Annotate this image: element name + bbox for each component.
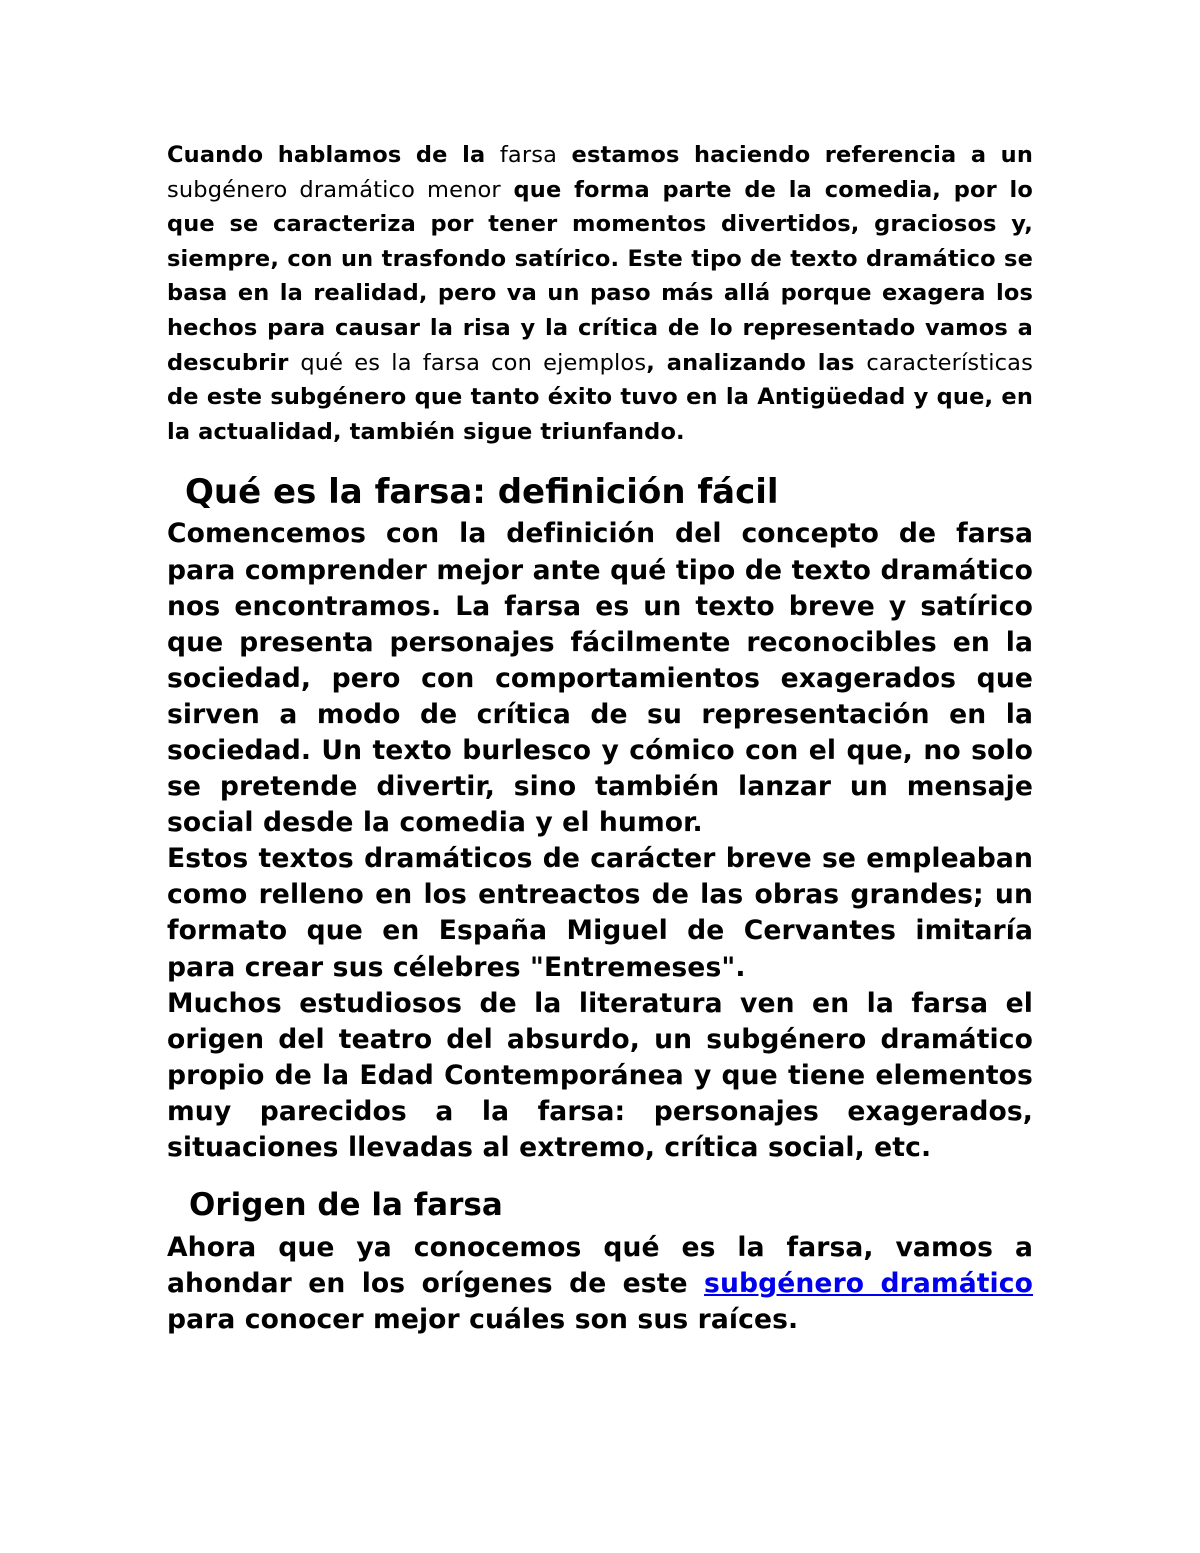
intro-term-caracteristicas: características: [866, 349, 1033, 376]
origin-text-after: para conocer mejor cuáles son sus raíces.: [167, 1303, 799, 1335]
intro-text-1: Cuando hablamos de la: [167, 142, 500, 168]
definition-paragraph-3: Muchos estudiosos de la literatura ven en la farsa el origen del teatro del absurdo, un subgénero dramático propio de la Edad Contemporánea y que tiene elementos muy parecidos a la farsa: personajes exagerados, situaciones llevadas al extremo, crítica social, etc.: [167, 987, 1033, 1164]
intro-text-2: estamos haciendo referencia a un: [557, 142, 1034, 168]
definition-paragraph-2: Estos textos dramáticos de carácter breve se empleaban como relleno en los entreactos de las obras grandes; un formato que en España Miguel de Cervantes imitaría para crear sus célebres "Entremeses".: [167, 843, 1033, 983]
document-content: [167, 138, 1033, 1338]
origin-text-before: Ahora que ya conocemos qué es la farsa, vamos a ahondar en los orígenes de este: [167, 1231, 1033, 1299]
origin-paragraph: [167, 1230, 1033, 1338]
intro-term-ejemplos: qué es la farsa con ejemplos: [300, 349, 647, 376]
definition-heading: Qué es la farsa: definición fácil: [185, 472, 779, 513]
intro-text-5: de este subgénero que tanto éxito tuvo en la Antigüedad y que, en la actualidad, también sigue triunfando.: [167, 384, 1033, 445]
subgenero-dramatico-link[interactable]: subgénero dramático: [704, 1267, 1034, 1299]
intro-text-3: que forma parte de la comedia, por lo que se caracteriza por tener momentos divertidos, graciosos y, siempre, con un trasfondo satírico. Este tipo de texto dramático se basa en la realidad, pero va un paso más allá porque exagera los hechos para causar la risa y la crítica de lo representado vamos a descubrir: [167, 176, 1034, 376]
intro-term-subgenero: subgénero dramático menor: [167, 176, 501, 203]
intro-text-4: , analizando las: [646, 349, 867, 376]
origin-heading: Origen de la farsa: [189, 1187, 503, 1224]
intro-paragraph: [167, 138, 1033, 449]
intro-term-farsa: farsa: [499, 142, 558, 168]
definition-paragraph-1: Comencemos con la definición del concepto de farsa para comprender mejor ante qué tipo de texto dramático nos encontramos. La farsa es un texto breve y satírico que presenta personajes fácilmente reconocibles en la sociedad, pero con comportamientos exagerados que sirven a modo de crítica de su representación en la sociedad. Un texto burlesco y cómico con el que, no solo se pretende divertir, sino también lanzar un mensaje social desde la comedia y el humor.: [167, 518, 1033, 839]
